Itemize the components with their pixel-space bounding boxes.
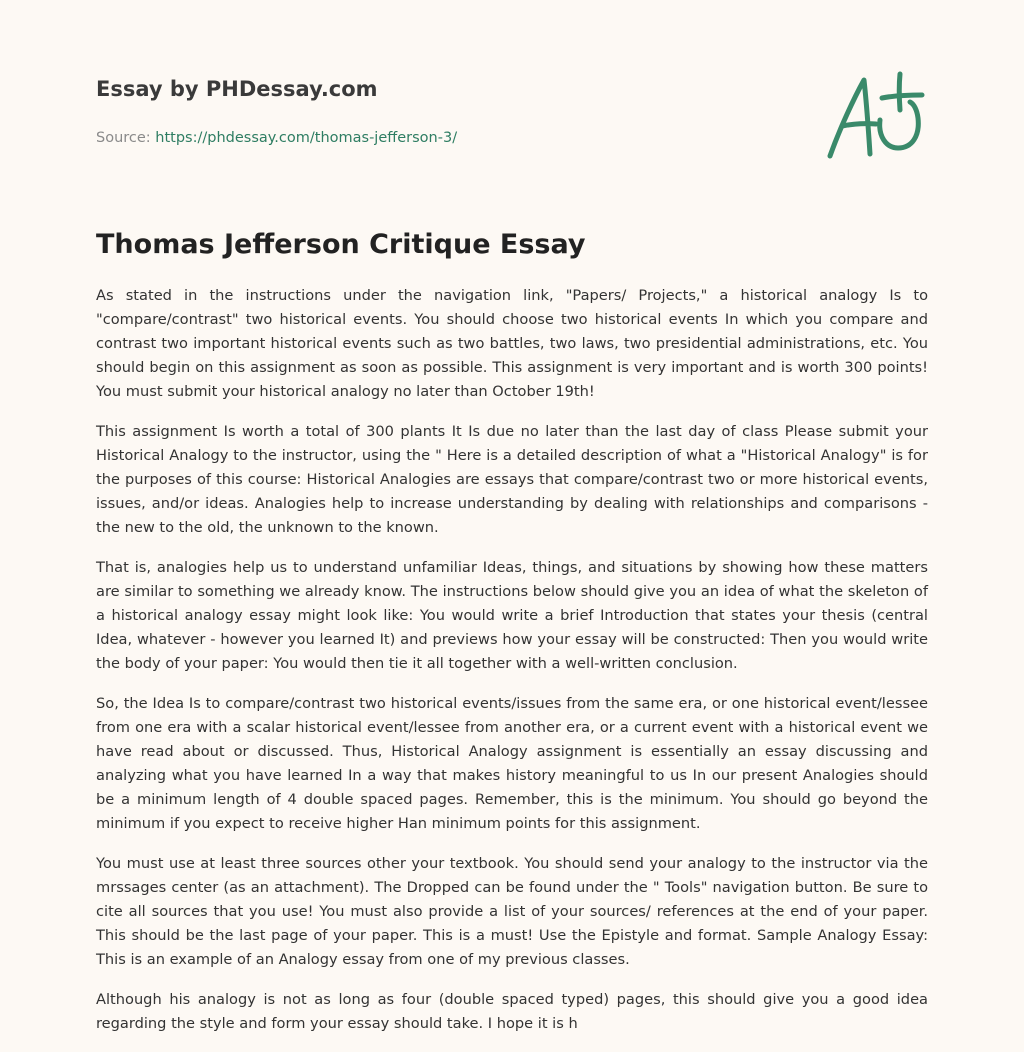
a-plus-logo-graphic [820,68,930,164]
essay-body [96,284,928,1052]
essay-header [96,74,696,148]
essay-paragraph: That is, analogies help us to understand unfamiliar Ideas, things, and situations by showing how these matters are similar to something we already know. The instructions below should give you an idea of what the skeleton of a historical analogy essay might look like: You would write a brief Introduction that states your thesis (central Idea, whatever - however you learned It) and previews how your essay will be constructed: Then you would write the body of your paper: You would then tie it all together with a well-written conclusion. [96,559,928,672]
source-label: Source: [96,130,156,146]
essay-paragraph: You must use at least three sources other your textbook. You should send your analogy to the instructor via the mrssages center (as an attachment). The Dropped can be found under the " Tools" navigation button. Be sure to cite all sources that you use! You must also provide a list of your sources/ references at the end of your paper. This should be the last page of your paper. This is a must! Use the Epistyle and format. Sample Analogy Essay: This is an example of an Analogy essay from one of my previous classes. [96,855,928,968]
essay-paragraph: Although his analogy is not as long as four (double spaced typed) pages, this should give you a good idea regarding the style and form your essay should take. I hope it is h [96,991,928,1032]
essay-paragraph: As stated in the instructions under the navigation link, "Papers/ Projects," a historical analogy Is to "compare/contrast" two historical events. You should choose two historical events In which you compare and contrast two important historical events such as two battles, two laws, two presidential administrations, etc. You should begin on this assignment as soon as possible. This assignment is very important and is worth 300 points! You must submit your historical analogy no later than October 19th! [96,287,928,400]
brand-title: Essay by PHDessay.com [96,77,378,101]
source-link[interactable]: https://phdessay.com/thomas-jefferson-3/ [155,130,458,146]
essay-paragraph: So, the Idea Is to compare/contrast two historical events/issues from the same era, or one historical event/lessee from one era with a scalar historical event/lessee from another era, or a current event with a historical event we have read about or discussed. Thus, Historical Analogy assignment is essentially an essay discussing and analyzing what you have learned In a way that makes history meaningful to us In our present Analogies should be a minimum length of 4 double spaced pages. Remember, this is the minimum. You should go beyond the minimum if you expect to receive higher Han minimum points for this assignment. [96,695,928,832]
source-line [96,128,696,148]
essay-paragraph: This assignment Is worth a total of 300 plants It Is due no later than the last day of class Please submit your Historical Analogy to the instructor, using the " Here is a detailed description of what a "Historical Analogy" is for the purposes of this course: Historical Analogies are essays that compare/contrast two or more historical events, issues, and/or ideas. Analogies help to increase understanding by dealing with relationships and comparisons - the new to the old, the unknown to the known. [96,423,928,536]
essay-title: Thomas Jefferson Critique Essay [96,229,586,260]
a-plus-logo-icon [820,68,930,164]
